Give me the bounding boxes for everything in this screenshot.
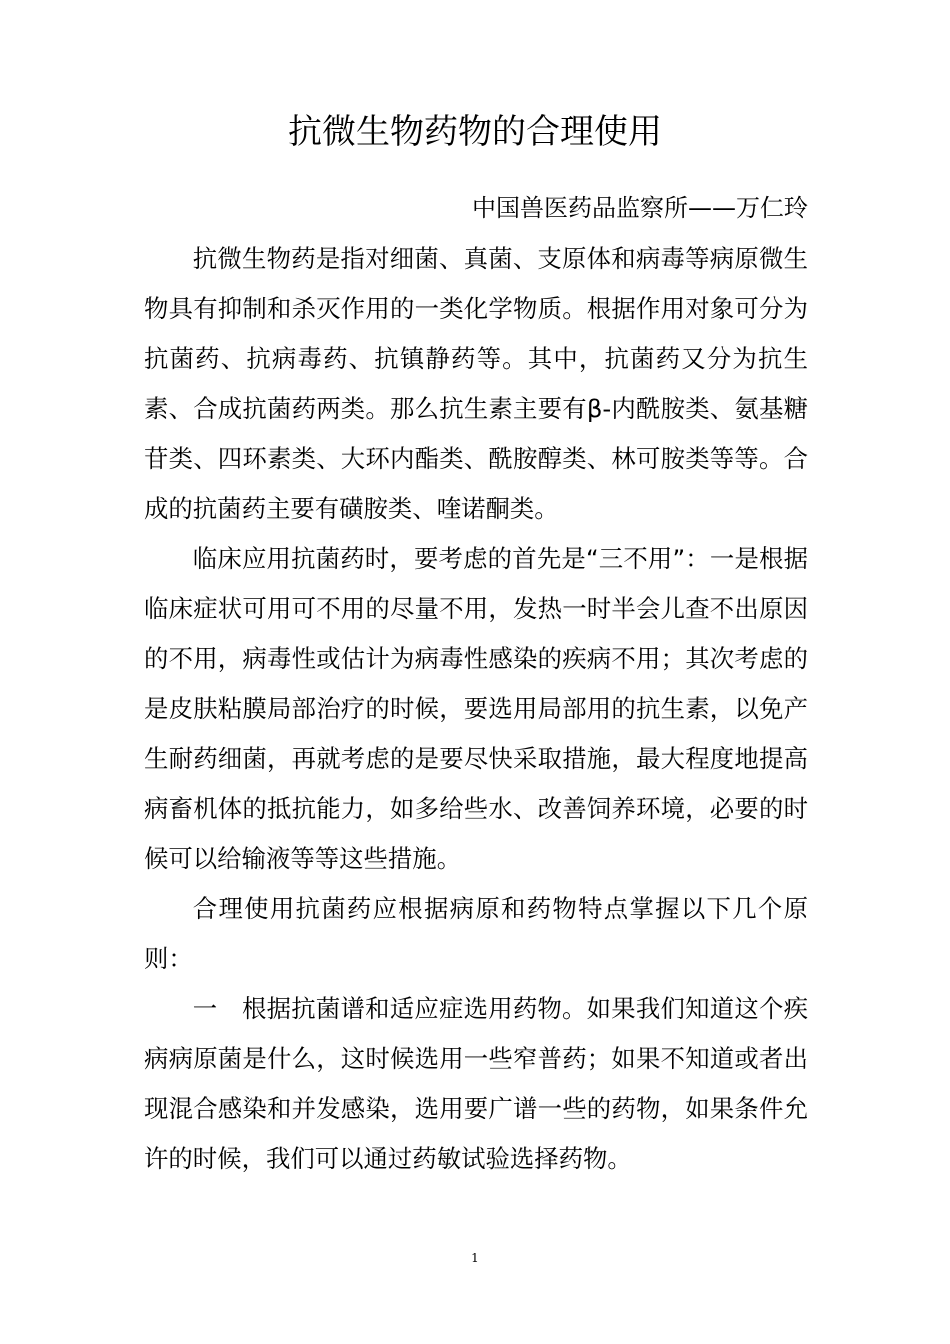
- paragraph-2: 临床应用抗菌药时，要考虑的首先是“三不用”：一是根据临床症状可用可不用的尽量不用，发热一时半会儿查不出原因的不用，病毒性或估计为病毒性感染的疾病不用；其次考虑的是皮肤粘膜局部治疗的时候，要选用局部用的抗生素，以免产生耐药细菌，再就考虑的是要尽快采取措施，最大程度地提高病畜机体的抵抗能力，如多给些水、改善饲养环境，必要的时候可以给输液等等这些措施。: [144, 544, 808, 873]
- document-body: [144, 234, 808, 1184]
- paragraph-1: 抗微生物药是指对细菌、真菌、支原体和病毒等病原微生物具有抑制和杀灭作用的一类化学物质。根据作用对象可分为抗菌药、抗病毒药、抗镇静药等。其中，抗菌药又分为抗生素、合成抗菌药两类。那么抗生素主要有β-内酰胺类、氨基糖苷类、四环素类、大环内酯类、酰胺醇类、林可胺类等等。合成的抗菌药主要有磺胺类、喹诺酮类。: [144, 244, 808, 523]
- paragraph-3: 合理使用抗菌药应根据病原和药物特点掌握以下几个原则：: [144, 894, 808, 973]
- document-title: 抗微生物药物的合理使用: [288, 112, 662, 152]
- document-author: 中国兽医药品监察所——万仁玲: [472, 194, 808, 222]
- page-number: 1: [471, 1251, 479, 1265]
- paragraph-4: 一 根据抗菌谱和适应症选用药物。如果我们知道这个疾病病原菌是什么，这时候选用一些窄普药；如果不知道或者出现混合感染和并发感染，选用要广谱一些的药物，如果条件允许的时候，我们可以通过药敏试验选择药物。: [144, 994, 808, 1173]
